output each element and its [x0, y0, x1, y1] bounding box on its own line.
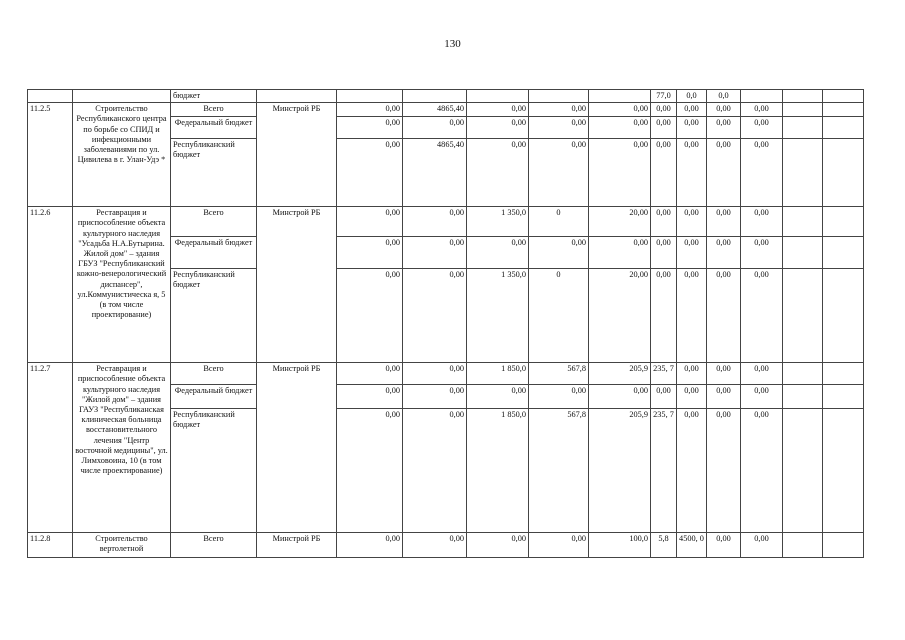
value-cell: 0,00 — [741, 207, 783, 237]
funding-source: Республиканский бюджет — [171, 269, 257, 363]
value-cell: 205,9 — [589, 409, 651, 533]
value-cell: 0,00 — [467, 385, 529, 409]
value-cell: 567,8 — [529, 363, 589, 385]
value-cell: 0,00 — [707, 269, 741, 363]
value-cell: 0,00 — [337, 207, 403, 237]
funding-source: Федеральный бюджет — [171, 117, 257, 139]
table-row — [28, 90, 864, 103]
value-cell: 205,9 — [589, 363, 651, 385]
value-cell: 0,00 — [651, 103, 677, 117]
value-cell: 0,00 — [741, 363, 783, 385]
funding-source: бюджет — [171, 90, 257, 103]
funding-source: Всего — [171, 363, 257, 385]
value-cell: 235, 7 — [651, 363, 677, 385]
value-cell: 0,00 — [467, 237, 529, 269]
item-number: 11.2.5 — [28, 103, 73, 207]
value-cell: 0,00 — [741, 103, 783, 117]
value-cell: 0,00 — [741, 117, 783, 139]
value-cell: 0,00 — [403, 207, 467, 237]
value-cell: 0,00 — [337, 409, 403, 533]
value-cell: 0,00 — [707, 533, 741, 558]
value-cell: 235, 7 — [651, 409, 677, 533]
value-cell: 0,00 — [677, 363, 707, 385]
value-cell: 0,00 — [589, 385, 651, 409]
value-cell: 0,00 — [403, 237, 467, 269]
value-cell: 0,00 — [337, 385, 403, 409]
value-cell: 0 — [529, 207, 589, 237]
value-cell: 0,00 — [741, 409, 783, 533]
value-cell: 0,00 — [403, 385, 467, 409]
funding-source: Всего — [171, 207, 257, 237]
value-cell: 0,00 — [707, 103, 741, 117]
organization: Минстрой РБ — [257, 533, 337, 558]
value-cell: 0,00 — [741, 269, 783, 363]
value-cell: 0,00 — [529, 139, 589, 207]
item-name: Строительство вертолетной — [73, 533, 171, 558]
funding-source: Республиканский бюджет — [171, 139, 257, 207]
value-cell: 0,00 — [677, 269, 707, 363]
item-name: Реставрация и приспособление объекта культурного наследия "Усадьба Н.А.Бутырина. Жилой дом" – здания ГБУЗ "Республиканский кожно-венерологический диспансер", ул.Коммунистическа я, 5 (в том числе проектирование) — [73, 207, 171, 363]
value-cell: 0,00 — [651, 139, 677, 207]
value-cell: 1 850,0 — [467, 409, 529, 533]
table-row — [28, 533, 864, 558]
value-cell: 0,00 — [707, 409, 741, 533]
value-cell: 4865,40 — [403, 103, 467, 117]
value-cell: 0,00 — [707, 117, 741, 139]
value-cell: 0,00 — [741, 385, 783, 409]
value-cell: 0,00 — [707, 385, 741, 409]
funding-source: Всего — [171, 533, 257, 558]
budget-table — [27, 89, 864, 558]
page-number: 130 — [444, 38, 461, 50]
value-cell: 0,00 — [651, 269, 677, 363]
table-row — [28, 363, 864, 385]
value-cell: 0,00 — [677, 117, 707, 139]
value-cell: 0,0 — [707, 90, 741, 103]
value-cell: 0,00 — [677, 237, 707, 269]
value-cell: 100,0 — [589, 533, 651, 558]
value-cell: 0,00 — [403, 269, 467, 363]
value-cell: 0,00 — [589, 117, 651, 139]
value-cell: 0,00 — [741, 533, 783, 558]
value-cell: 0,00 — [589, 139, 651, 207]
value-cell: 0,00 — [529, 237, 589, 269]
value-cell: 0,00 — [337, 139, 403, 207]
value-cell: 4865,40 — [403, 139, 467, 207]
value-cell: 0 — [529, 269, 589, 363]
value-cell: 1 350,0 — [467, 269, 529, 363]
item-name: Реставрация и приспособление объекта культурного наследия "Жилой дом" – здания ГАУЗ "Республиканская клиническая больница восстановительного лечения "Центр восточной медицины", ул. Лимховоина, 10 (в том числе проектирование) — [73, 363, 171, 533]
value-cell: 0,00 — [403, 117, 467, 139]
item-name: Строительство Республиканского центра по борьбе со СПИД и инфекционными заболеваниями по ул. Цивилева в г. Улан-Удэ * — [73, 103, 171, 207]
table-row — [28, 207, 864, 237]
value-cell: 567,8 — [529, 409, 589, 533]
value-cell: 20,00 — [589, 269, 651, 363]
item-number: 11.2.6 — [28, 207, 73, 363]
value-cell: 0,00 — [529, 533, 589, 558]
value-cell: 0,00 — [651, 385, 677, 409]
funding-source: Всего — [171, 103, 257, 117]
value-cell: 0,00 — [337, 533, 403, 558]
value-cell: 0,00 — [467, 103, 529, 117]
value-cell: 77,0 — [651, 90, 677, 103]
value-cell: 4500, 0 — [677, 533, 707, 558]
value-cell: 0,00 — [467, 117, 529, 139]
organization: Минстрой РБ — [257, 103, 337, 207]
item-number: 11.2.8 — [28, 533, 73, 558]
value-cell: 1 850,0 — [467, 363, 529, 385]
value-cell: 0,00 — [467, 139, 529, 207]
value-cell: 1 350,0 — [467, 207, 529, 237]
value-cell: 0,00 — [651, 207, 677, 237]
value-cell: 0,00 — [337, 237, 403, 269]
value-cell: 0,00 — [337, 103, 403, 117]
value-cell: 0,00 — [529, 103, 589, 117]
value-cell: 0,00 — [677, 207, 707, 237]
funding-source: Федеральный бюджет — [171, 237, 257, 269]
value-cell: 0,00 — [651, 237, 677, 269]
value-cell: 0,00 — [707, 363, 741, 385]
funding-source: Федеральный бюджет — [171, 385, 257, 409]
organization: Минстрой РБ — [257, 363, 337, 533]
table-row — [28, 103, 864, 117]
value-cell: 0,00 — [651, 117, 677, 139]
item-number: 11.2.7 — [28, 363, 73, 533]
value-cell: 0,00 — [589, 103, 651, 117]
organization: Минстрой РБ — [257, 207, 337, 363]
value-cell: 0,00 — [337, 363, 403, 385]
value-cell: 0,00 — [677, 103, 707, 117]
value-cell: 0,00 — [403, 363, 467, 385]
value-cell: 5,8 — [651, 533, 677, 558]
funding-source: Республиканский бюджет — [171, 409, 257, 533]
value-cell: 0,00 — [403, 409, 467, 533]
value-cell: 0,00 — [707, 139, 741, 207]
value-cell: 0,00 — [403, 533, 467, 558]
value-cell: 0,00 — [467, 533, 529, 558]
value-cell: 20,00 — [589, 207, 651, 237]
value-cell: 0,00 — [337, 117, 403, 139]
value-cell: 0,00 — [529, 385, 589, 409]
value-cell: 0,00 — [677, 139, 707, 207]
value-cell: 0,00 — [741, 237, 783, 269]
value-cell: 0,0 — [677, 90, 707, 103]
value-cell: 0,00 — [707, 237, 741, 269]
value-cell: 0,00 — [337, 269, 403, 363]
value-cell: 0,00 — [707, 207, 741, 237]
value-cell: 0,00 — [741, 139, 783, 207]
value-cell: 0,00 — [529, 117, 589, 139]
value-cell: 0,00 — [677, 409, 707, 533]
value-cell: 0,00 — [589, 237, 651, 269]
value-cell: 0,00 — [677, 385, 707, 409]
